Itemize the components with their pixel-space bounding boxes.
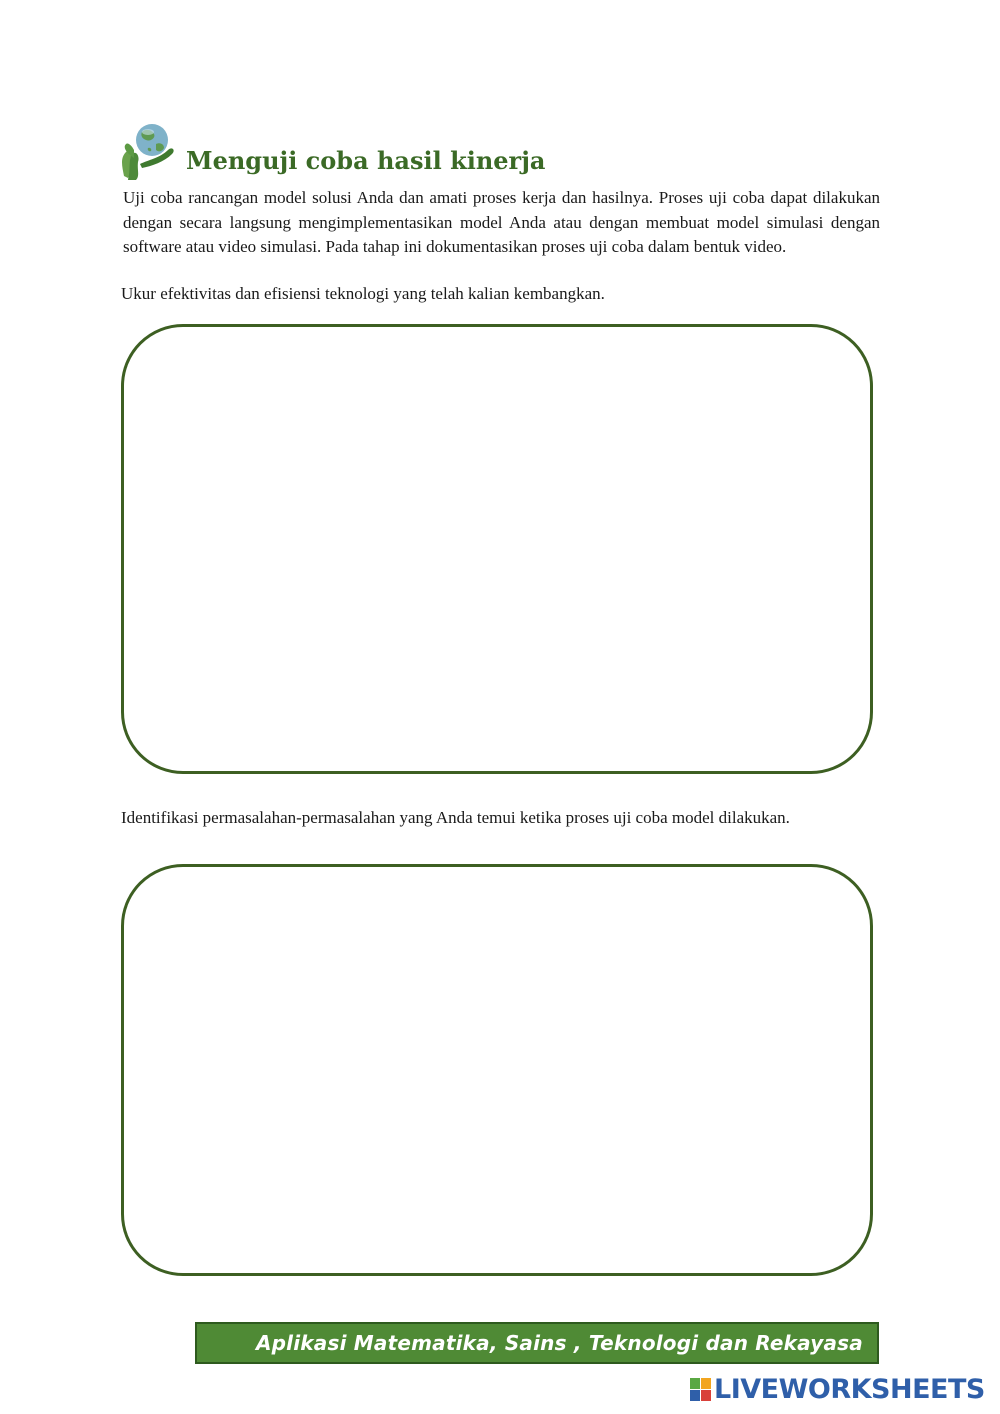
page-title: Menguji coba hasil kinerja bbox=[186, 146, 546, 175]
answer-box-problems[interactable] bbox=[121, 864, 873, 1276]
liveworksheets-brand bbox=[690, 1374, 990, 1406]
problem-identification-prompt: Identifikasi permasalahan-permasalahan yang Anda temui ketika proses uji coba model dilakukan. bbox=[121, 808, 790, 827]
liveworksheets-wordmark: LIVEWORKSHEETS bbox=[714, 1374, 985, 1405]
liveworksheets-logo-icon bbox=[690, 1378, 712, 1402]
footer-banner bbox=[195, 1322, 879, 1364]
footer-banner-text: Aplikasi Matematika, Sains , Teknologi dan Rekayasa bbox=[255, 1331, 863, 1355]
globe-hands-icon bbox=[118, 120, 178, 182]
intro-paragraph: Uji coba rancangan model solusi Anda dan amati proses kerja dan hasilnya. Proses uji coba dapat dilakukan dengan secara langsung mengimplementasikan model Anda atau dengan membuat model simulasi dengan software atau video simulasi. Pada tahap ini dokumentasikan proses uji coba dalam bentuk video. bbox=[123, 188, 880, 256]
section-header bbox=[118, 120, 878, 182]
intro-instruction: Ukur efektivitas dan efisiensi teknologi yang telah kalian kembangkan. bbox=[121, 284, 605, 303]
answer-box-effectiveness[interactable] bbox=[121, 324, 873, 774]
